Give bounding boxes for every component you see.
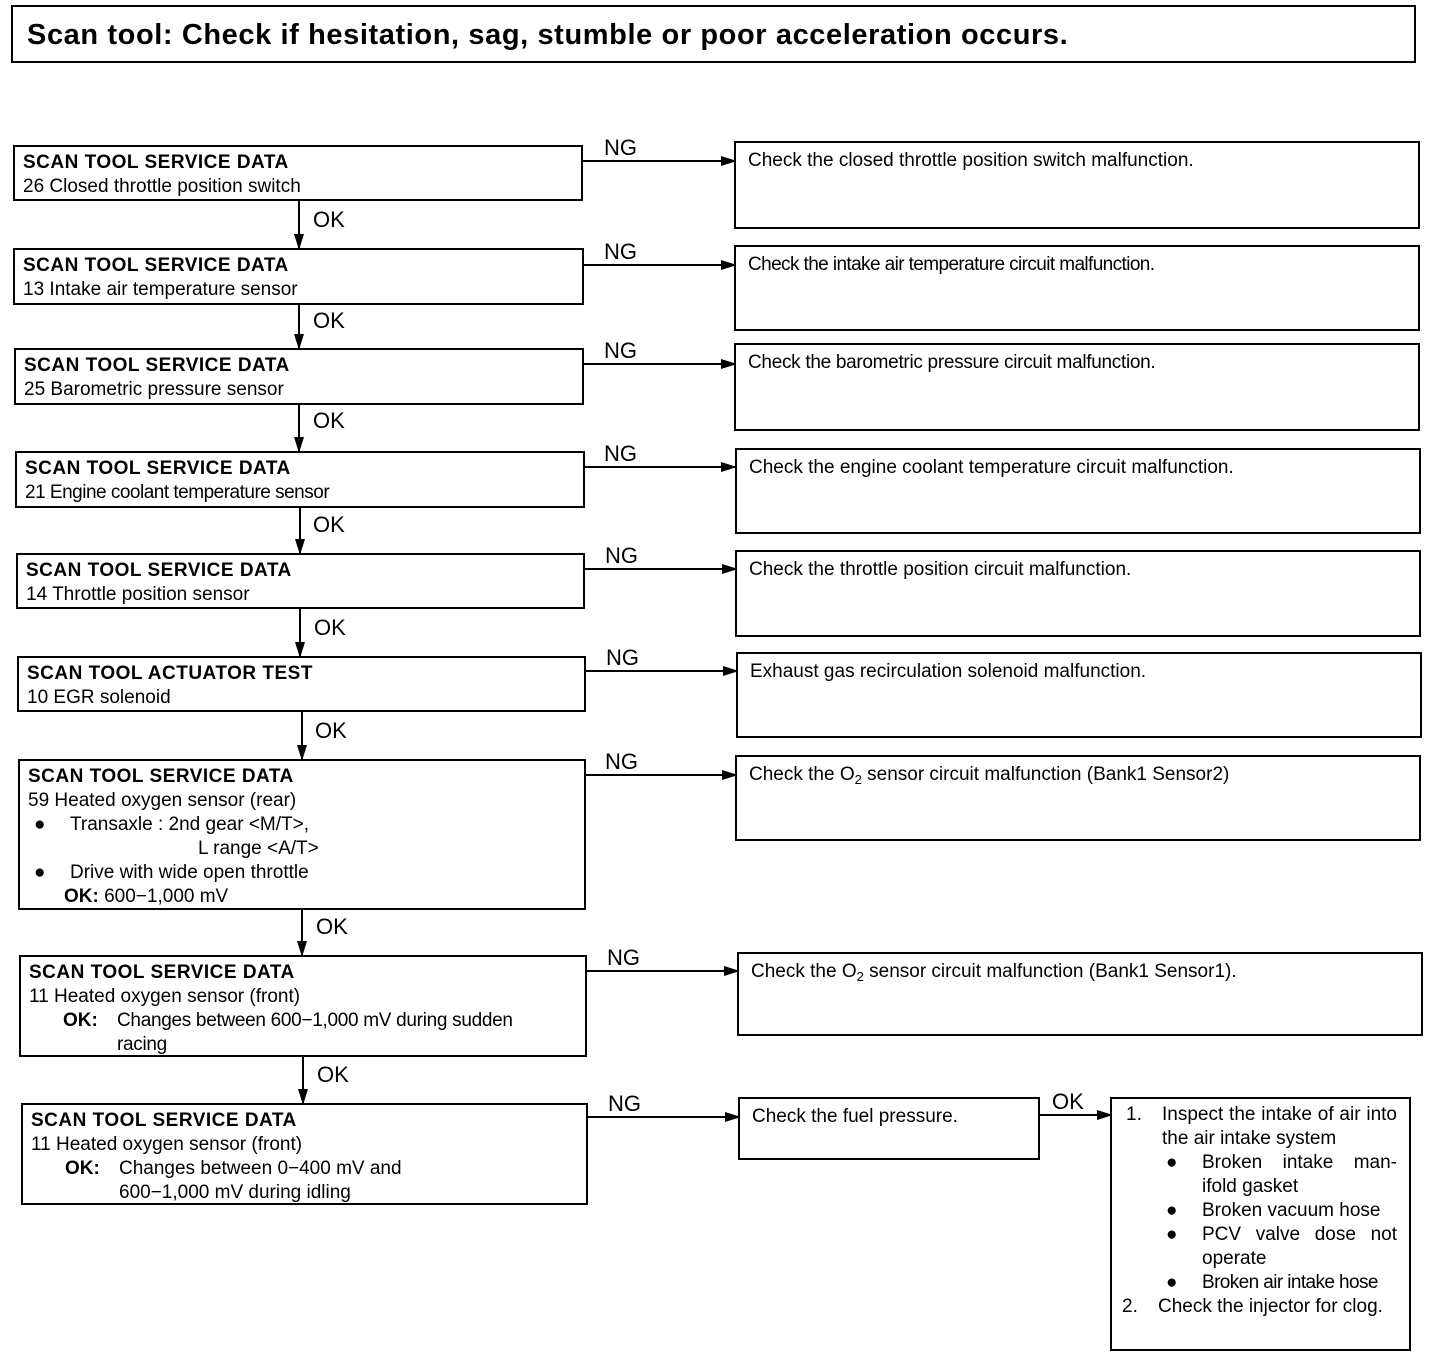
ok-criteria-line: racing <box>117 1034 167 1055</box>
step-item: 11 Heated oxygen sensor (front) <box>31 1134 303 1155</box>
ok-arrow <box>301 712 303 759</box>
ok-criteria-line: 600−1,000 mV during idling <box>119 1182 351 1203</box>
bullet-icon: ● <box>1166 1200 1178 1221</box>
step-header: SCAN TOOL SERVICE DATA <box>31 1110 297 1131</box>
final-bullet <box>1122 1223 1397 1271</box>
step-1-box <box>13 145 583 201</box>
step-9-box <box>21 1103 588 1205</box>
bullet-text: Broken air intake hose <box>1202 1272 1378 1293</box>
ng-label: NG <box>604 135 637 160</box>
ok-arrow <box>298 201 300 248</box>
step-item: 25 Barometric pressure sensor <box>24 379 284 400</box>
ng-action-text-post: sensor circuit malfunction (Bank1 Sensor1). <box>863 961 1237 982</box>
bullet-icon: ● <box>1166 1272 1178 1293</box>
step-2-box <box>13 248 584 305</box>
ng-label: NG <box>608 1091 641 1116</box>
ok-criteria-value: 600−1,000 mV <box>104 886 229 907</box>
fuel-pressure-box <box>738 1097 1040 1160</box>
ok-criteria-label: OK: <box>65 1158 100 1179</box>
ok-criteria-value <box>119 1157 402 1205</box>
final-bullet <box>1122 1199 1397 1223</box>
step-7-box <box>18 759 586 910</box>
ok-criteria <box>28 885 576 909</box>
ng-action-text: Exhaust gas recirculation solenoid malfunction. <box>750 661 1147 682</box>
step-header: SCAN TOOL SERVICE DATA <box>24 355 290 376</box>
ok-criteria <box>29 1009 577 1057</box>
ok-label: OK <box>1052 1089 1084 1114</box>
bullet-text: PCV valve dose not operate <box>1202 1224 1397 1269</box>
ng-action-box-5 <box>735 550 1421 637</box>
final-bullet <box>1122 1271 1397 1295</box>
ok-criteria <box>31 1157 578 1205</box>
ng-label: NG <box>604 338 637 363</box>
bullet-icon: ● <box>1166 1152 1178 1173</box>
ng-action-text <box>749 764 1229 785</box>
ng-action-box-2 <box>734 245 1420 331</box>
step-4-box <box>15 451 585 508</box>
ok-label: OK <box>313 512 345 537</box>
item-number: 2. <box>1122 1296 1138 1317</box>
final-bullet <box>1122 1151 1397 1199</box>
ng-label: NG <box>605 543 638 568</box>
bullet-text: Broken vacuum hose <box>1202 1200 1381 1221</box>
ng-action-text-pre: Check the O <box>749 764 855 785</box>
ok-label: OK <box>315 718 347 743</box>
ok-label: OK <box>314 615 346 640</box>
item-text: Inspect the intake of air into the air intake system <box>1162 1104 1397 1149</box>
step-item: 14 Throttle position sensor <box>26 584 250 605</box>
ng-action-box-1 <box>734 141 1420 229</box>
ng-action-box-6 <box>736 652 1422 738</box>
ok-arrow <box>299 609 301 656</box>
ok-label: OK <box>317 1062 349 1087</box>
step-3-box <box>14 348 584 405</box>
title-box <box>11 5 1416 63</box>
step-5-box <box>16 553 585 609</box>
final-inspection-box <box>1110 1097 1411 1351</box>
ok-criteria-line: Changes between 0−400 mV and <box>119 1158 402 1179</box>
subscript: 2 <box>854 772 862 787</box>
ng-action-text: Check the closed throttle position switch malfunction. <box>748 150 1194 171</box>
item-number: 1. <box>1126 1104 1142 1125</box>
ng-action-box-4 <box>735 448 1421 534</box>
ng-action-text: Check the barometric pressure circuit malfunction. <box>748 352 1156 373</box>
ng-action-text: Check the intake air temperature circuit malfunction. <box>748 254 1155 275</box>
step-header: SCAN TOOL ACTUATOR TEST <box>27 663 313 684</box>
ng-action-text <box>751 961 1237 982</box>
ng-action-text: Check the fuel pressure. <box>752 1106 958 1127</box>
bullet-icon: ● <box>34 862 46 883</box>
ok-arrow <box>299 508 301 553</box>
ok-criteria-value <box>117 1009 513 1057</box>
final-item-2 <box>1122 1295 1397 1319</box>
step-8-box <box>19 955 587 1057</box>
bullet-text: Broken intake man-ifold gasket <box>1202 1152 1397 1197</box>
condition-text: Drive with wide open throttle <box>70 862 309 883</box>
step-item: 21 Engine coolant temperature sensor <box>25 482 330 503</box>
ok-label: OK <box>313 207 345 232</box>
ng-action-text: Check the throttle position circuit malfunction. <box>749 559 1132 580</box>
ng-action-box-7 <box>735 755 1421 841</box>
ok-arrow <box>302 1057 304 1103</box>
final-item-1 <box>1122 1103 1397 1151</box>
condition-bullet <box>28 813 576 837</box>
condition-text-cont: L range <A/T> <box>198 838 319 859</box>
ng-label: NG <box>604 239 637 264</box>
condition-text: Transaxle : 2nd gear <M/T>, <box>70 814 310 835</box>
page-title: Scan tool: Check if hesitation, sag, stumble or poor acceleration occurs. <box>27 19 1069 51</box>
ng-action-box-3 <box>734 343 1420 431</box>
ng-action-text-pre: Check the O <box>751 961 857 982</box>
step-header: SCAN TOOL SERVICE DATA <box>23 255 289 276</box>
step-header: SCAN TOOL SERVICE DATA <box>25 458 291 479</box>
ok-criteria-line: Changes between 600−1,000 mV during sudden <box>117 1010 513 1031</box>
step-header: SCAN TOOL SERVICE DATA <box>26 560 292 581</box>
step-item: 13 Intake air temperature sensor <box>23 279 298 300</box>
subscript: 2 <box>856 969 864 984</box>
ng-label: NG <box>605 749 638 774</box>
step-item: 59 Heated oxygen sensor (rear) <box>28 790 297 811</box>
ok-label: OK <box>316 914 348 939</box>
item-text: Check the injector for clog. <box>1158 1296 1383 1317</box>
ng-action-box-8 <box>737 952 1423 1036</box>
bullet-icon: ● <box>34 814 46 835</box>
ng-label: NG <box>606 645 639 670</box>
bullet-icon: ● <box>1166 1224 1178 1245</box>
condition-bullet <box>28 861 576 885</box>
ng-action-text: Check the engine coolant temperature circuit malfunction. <box>749 457 1234 478</box>
step-header: SCAN TOOL SERVICE DATA <box>28 766 294 787</box>
ng-label: NG <box>607 945 640 970</box>
ok-label: OK <box>313 408 345 433</box>
ng-label: NG <box>604 441 637 466</box>
ok-label: OK <box>313 308 345 333</box>
ok-criteria-label: OK: <box>64 886 99 907</box>
step-item: 11 Heated oxygen sensor (front) <box>29 986 301 1007</box>
step-header: SCAN TOOL SERVICE DATA <box>29 962 295 983</box>
ok-arrow <box>298 305 300 348</box>
ok-arrow <box>298 405 300 451</box>
step-item: 10 EGR solenoid <box>27 687 171 708</box>
ok-arrow <box>301 910 303 955</box>
ng-action-text-post: sensor circuit malfunction (Bank1 Sensor2) <box>861 764 1230 785</box>
ok-criteria-label: OK: <box>63 1010 98 1031</box>
step-item: 26 Closed throttle position switch <box>23 176 301 197</box>
step-6-box <box>17 656 586 712</box>
step-header: SCAN TOOL SERVICE DATA <box>23 152 289 173</box>
